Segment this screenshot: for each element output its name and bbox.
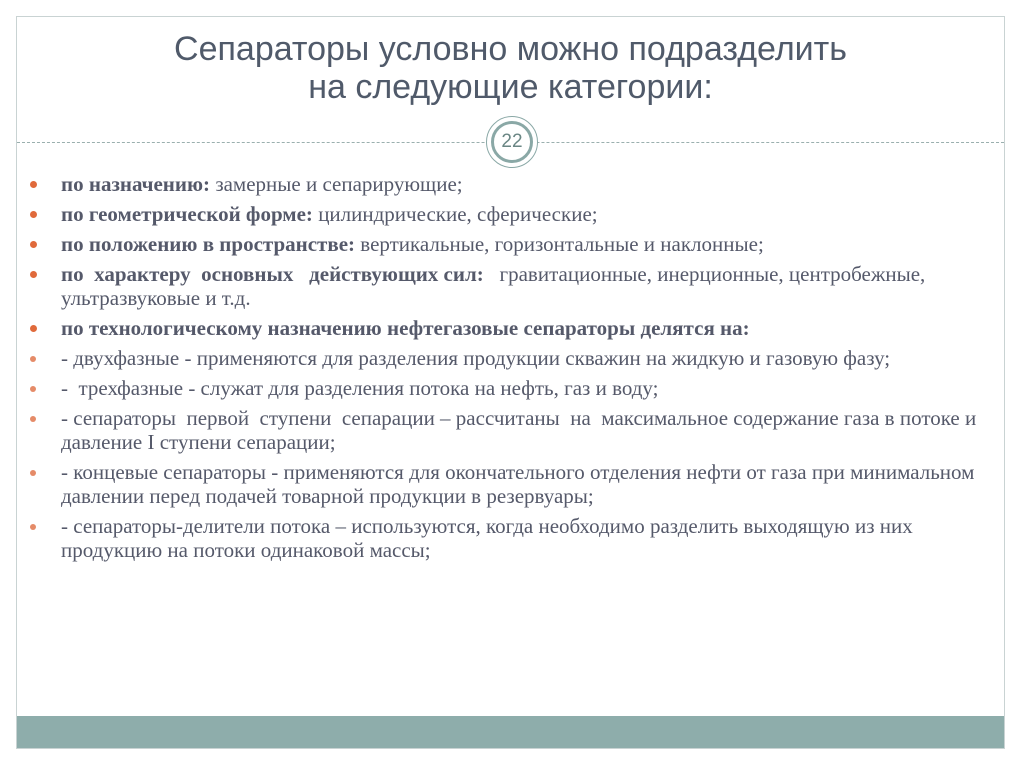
- bullet-dot-icon: [30, 271, 37, 278]
- bullet-dot-icon: [30, 356, 36, 362]
- title-line-2: на следующие категории:: [308, 68, 713, 106]
- list-item-text: - концевые сепараторы - применяются для окончательного отделения нефти от газа при минимальном давлении перед подачей товарной продукции в резервуары;: [61, 460, 975, 508]
- page-number-badge: [486, 116, 538, 168]
- list-item-text: цилиндрические, сферические;: [312, 202, 598, 226]
- bullet-dot-icon: [30, 416, 36, 422]
- slide-title: [16, 30, 1005, 106]
- page-number: 22: [491, 121, 533, 163]
- list-item-term: по назначению:: [61, 172, 211, 196]
- bullet-dot-icon: [30, 325, 37, 332]
- list-item-text: - сепараторы первой ступени сепарации – рассчитаны на максимальное содержание газа в потоке и давление I ступени сепарации;: [61, 406, 982, 454]
- list-item-text: - трехфазные - служат для разделения потока на нефть, газ и воду;: [61, 376, 659, 400]
- bullet-dot-icon: [30, 181, 37, 188]
- list-item: [28, 316, 1018, 340]
- list-item-text: - двухфазные - применяются для разделения продукции скважин на жидкую и газовую фазу;: [61, 346, 891, 370]
- list-item: [28, 232, 1018, 256]
- list-item: [28, 346, 1018, 370]
- bullet-list-container: [28, 172, 1018, 568]
- list-item: [28, 460, 1018, 508]
- bullet-dot-icon: [30, 241, 37, 248]
- footer-band: [17, 716, 1004, 748]
- list-item-term: по положению в пространстве:: [61, 232, 356, 256]
- bullet-dot-icon: [30, 470, 36, 476]
- list-item: [28, 172, 1018, 196]
- list-item-text: замерные и сепарирующие;: [210, 172, 463, 196]
- list-item: [28, 202, 1018, 226]
- bullet-dot-icon: [30, 524, 36, 530]
- list-item-text: гравитационные, инерционные, центробежные, ультразвуковые и т.д.: [61, 262, 931, 310]
- list-item-text: вертикальные, горизонтальные и наклонные;: [355, 232, 764, 256]
- bullet-dot-icon: [30, 211, 37, 218]
- list-item: [28, 514, 1018, 562]
- title-line-1: Сепараторы условно можно подразделить: [174, 30, 847, 68]
- bullet-list: [28, 172, 1018, 562]
- bullet-dot-icon: [30, 386, 36, 392]
- list-item-term: по характеру основных действующих сил:: [61, 262, 484, 286]
- list-item: [28, 406, 1018, 454]
- list-item-text: - сепараторы-делители потока – используются, когда необходимо разделить выходящую из них продукцию на потоки одинаковой массы;: [61, 514, 913, 562]
- list-item-term: по технологическому назначению нефтегазовые сепараторы делятся на:: [61, 316, 750, 340]
- list-item: [28, 376, 1018, 400]
- list-item: [28, 262, 1018, 310]
- list-item-term: по геометрической форме:: [61, 202, 313, 226]
